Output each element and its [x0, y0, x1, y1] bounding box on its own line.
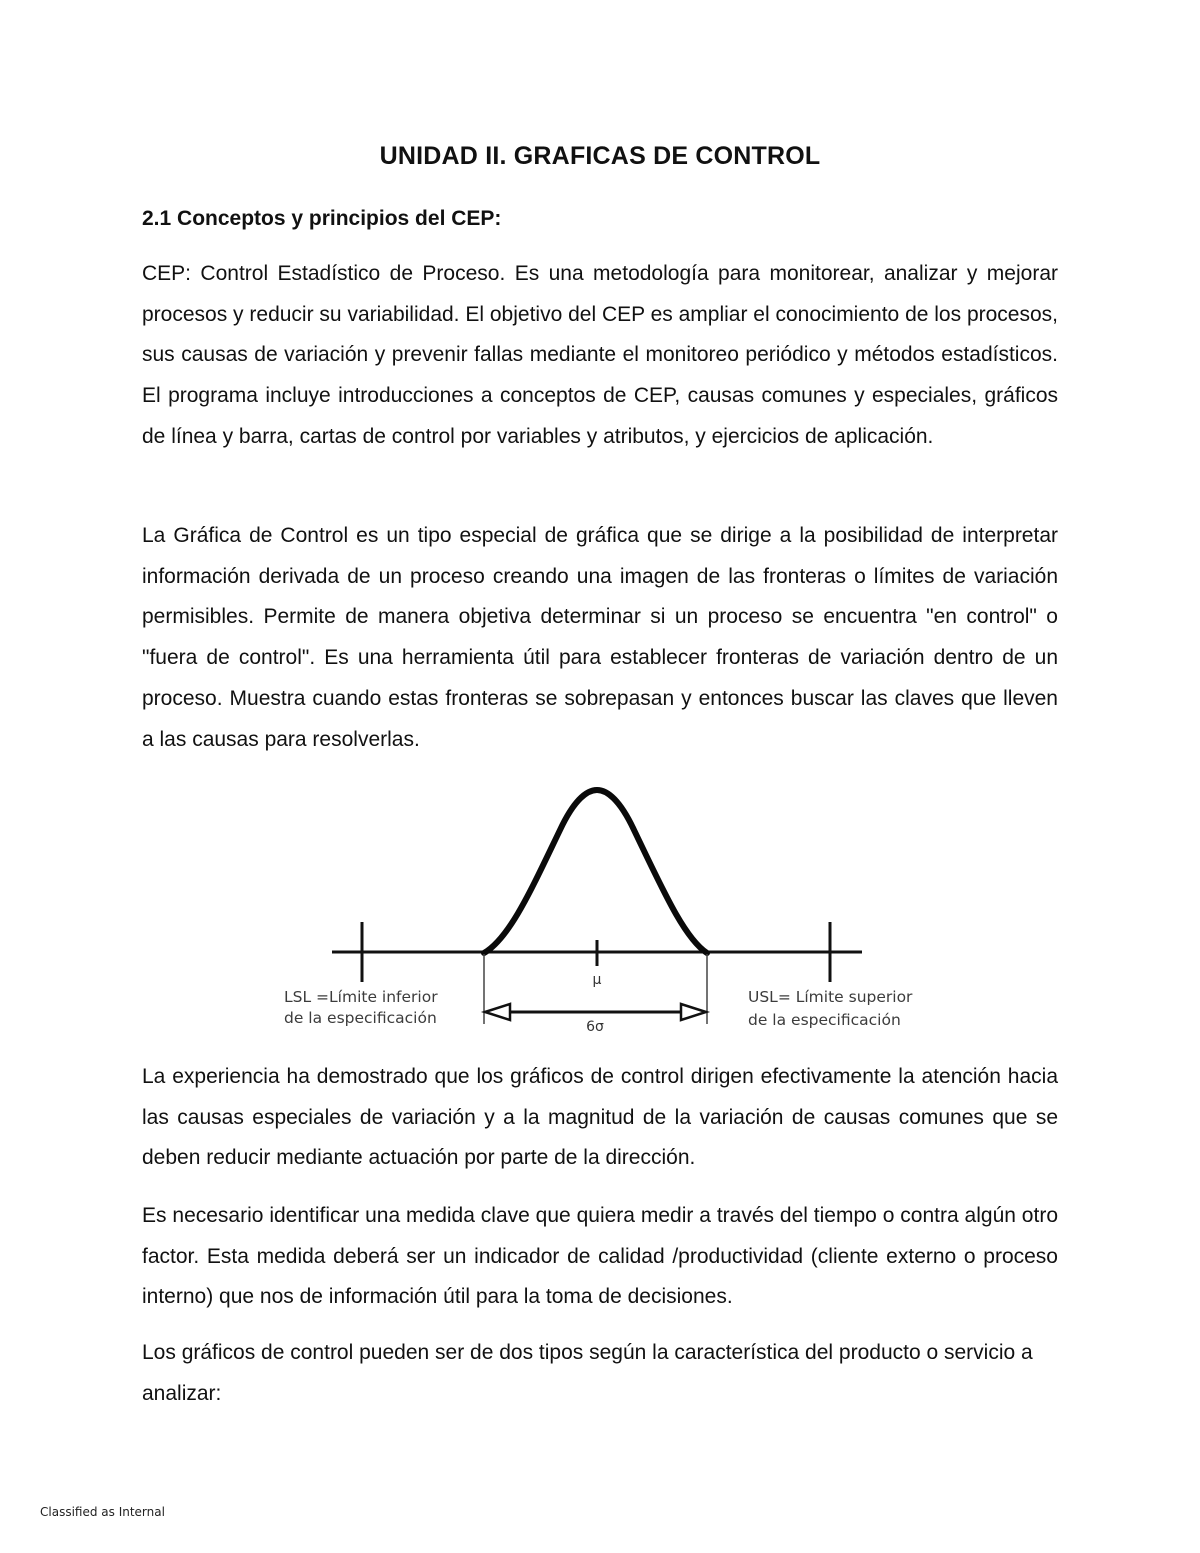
lsl-label-line1: LSL =Límite inferior: [284, 988, 438, 1006]
paragraph-experience: La experiencia ha demostrado que los gráficos de control dirigen efectivamente la atención hacia las causas especiales de variación y a la magnitud de la variación de causas comunes que se deben reducir mediante actuación por parte de la dirección.: [142, 1065, 1058, 1170]
lsl-label-line2: de la especificación: [284, 1009, 437, 1027]
paragraph-chart-types: Los gráficos de control pueden ser de dos tipos según la característica del producto o servicio a analizar:: [142, 1341, 1033, 1405]
bell-curve: [484, 790, 707, 953]
mean-symbol: μ: [592, 972, 602, 988]
document-title: UNIDAD II. GRAFICAS DE CONTROL: [379, 142, 821, 170]
paragraph-cep-definition: CEP: Control Estadístico de Proceso. Es una metodología para monitorear, analizar y mejorar procesos y reducir su variabilidad. El objetivo del CEP es ampliar el conocimiento de los procesos, sus causas de variación y prevenir fallas mediante el monitoreo periódico y métodos estadísticos. El programa incluye introducciones a conceptos de CEP, causas comunes y especiales, gráficos de línea y barra, cartas de control por variables y atributos, y ejercicios de aplicación.: [142, 262, 1058, 448]
spread-arrow-left-head: [485, 1004, 510, 1020]
paragraph-key-measure: Es necesario identificar una medida clave que quiera medir a través del tiempo o contra algún otro factor. Esta medida deberá ser un indicador de calidad /productividad (cliente externo o proceso interno) que nos de información útil para la toma de decisiones.: [142, 1204, 1058, 1309]
normal-distribution-figure: [270, 778, 920, 1040]
usl-label-line1: USL= Límite superior: [748, 988, 913, 1006]
spread-label: 6σ: [586, 1019, 604, 1035]
section-heading: 2.1 Conceptos y principios del CEP:: [142, 207, 502, 230]
spread-arrow-right-head: [681, 1004, 706, 1020]
classification-footer: Classified as Internal: [40, 1505, 165, 1519]
usl-label-line2: de la especificación: [748, 1011, 901, 1029]
paragraph-control-chart: La Gráfica de Control es un tipo especial de gráfica que se dirige a la posibilidad de interpretar información derivada de un proceso creando una imagen de las fronteras o límites de variación permisibles. Permite de manera objetiva determinar si un proceso se encuentra "en control" o "fuera de control". Es una herramienta útil para establecer fronteras de variación dentro de un proceso. Muestra cuando estas fronteras se sobrepasan y entonces buscar las claves que lleven a las causas para resolverlas.: [142, 524, 1058, 751]
